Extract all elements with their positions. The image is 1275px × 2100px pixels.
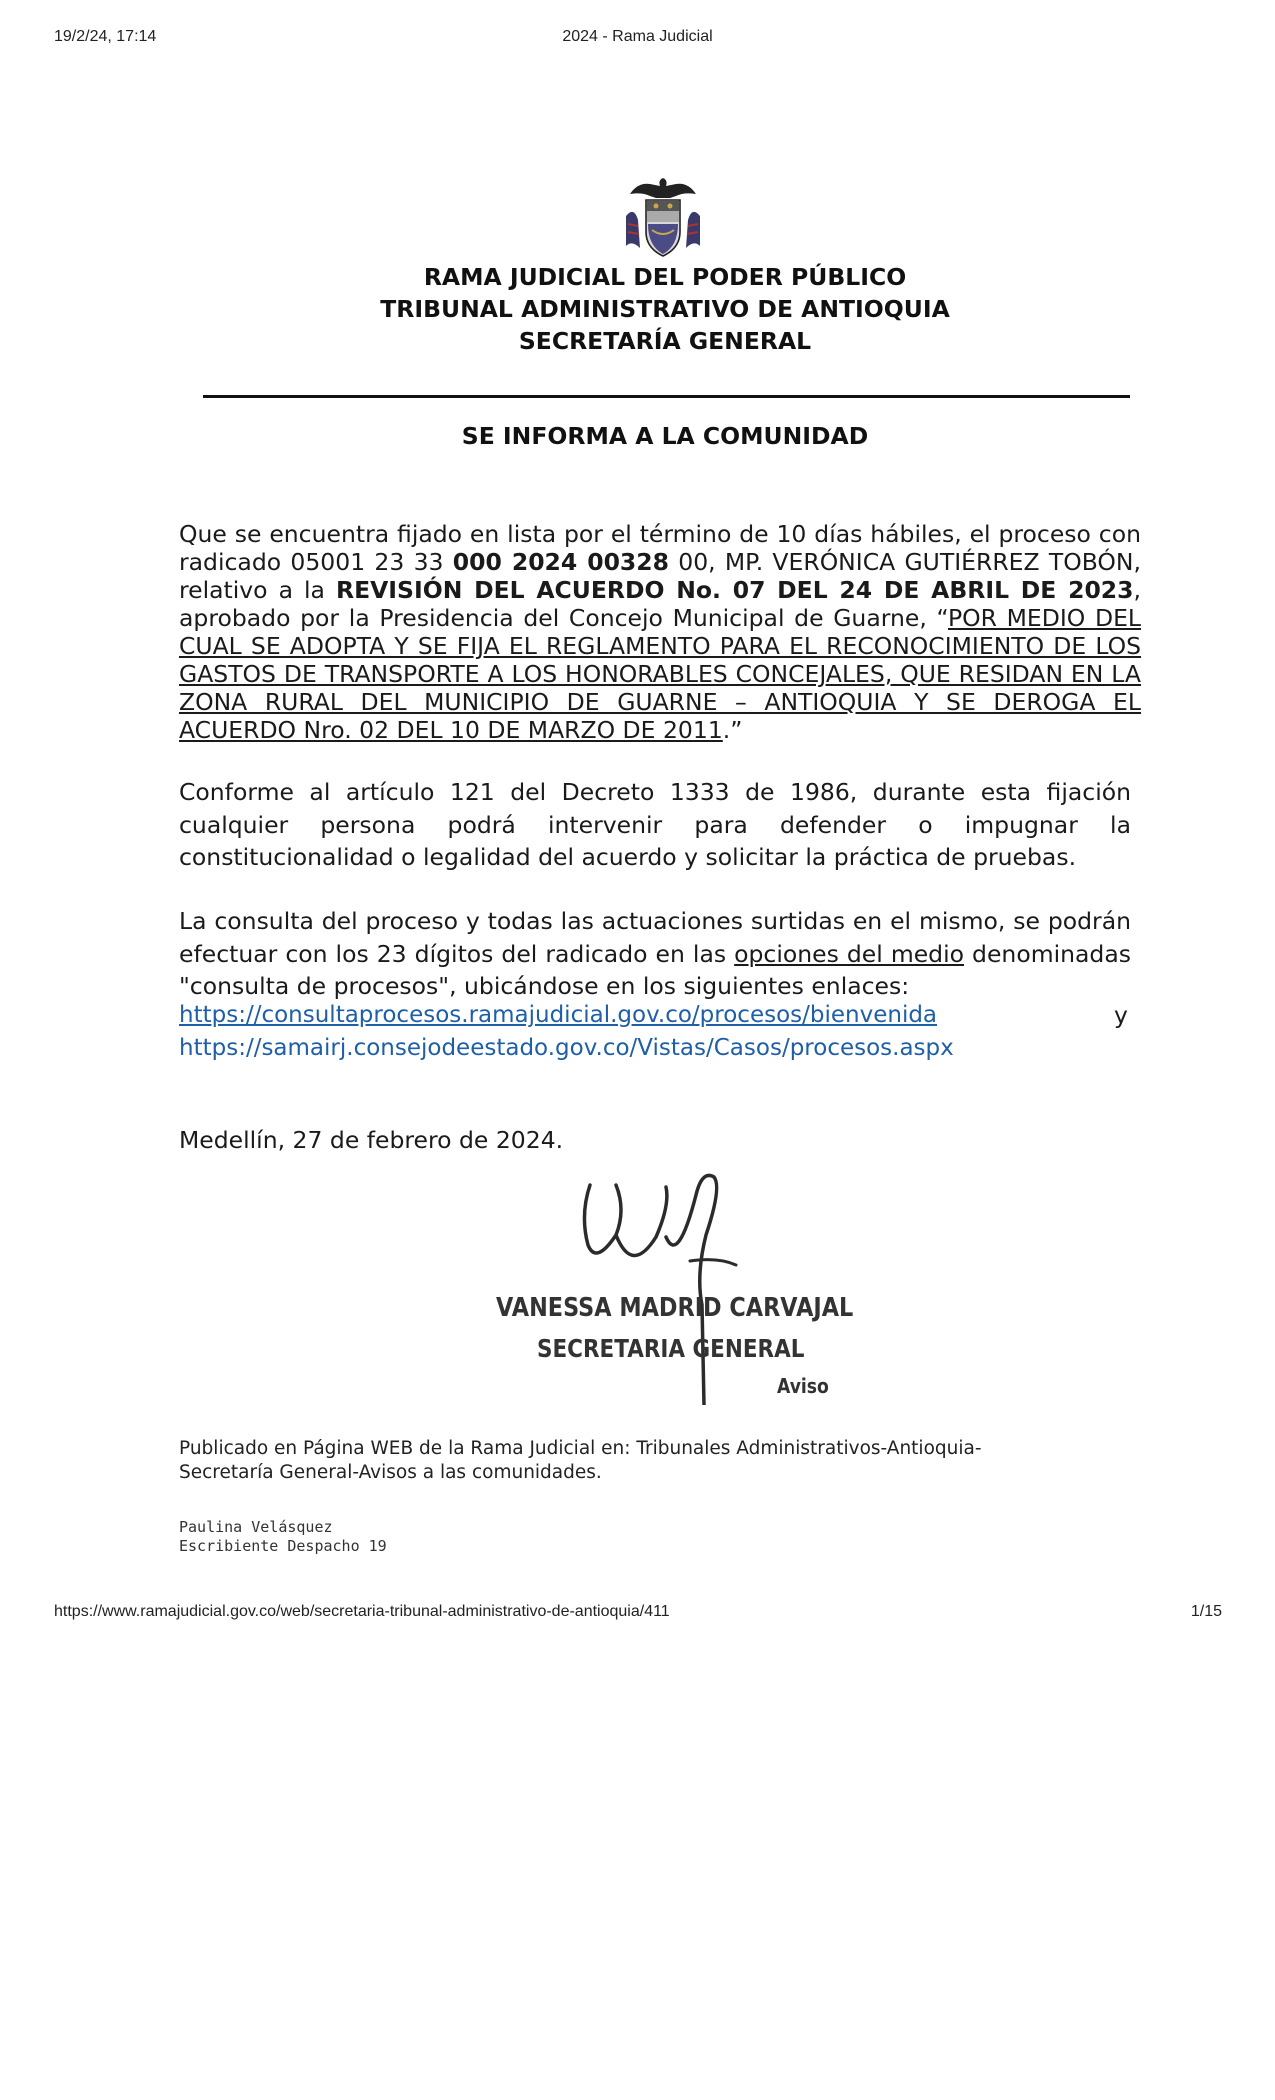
signer-role: SECRETARIA GENERAL bbox=[537, 1334, 805, 1363]
p1-acuerdo-title: POR MEDIO DEL CUAL SE ADOPTA Y SE FIJA EL REGLAMENTO PARA EL RECONOCIMIENTO DE LOS GASTOS DE TRANSPORTE A LOS HONORABLES CONCEJALES, QUE RESIDAN EN LA ZONA RURAL DEL MUNICIPIO DE GUARNE – ANTIOQUIA Y SE DEROGA EL ACUERDO Nro. 02 DEL 10 DE MARZO DE 2011 bbox=[179, 604, 1142, 744]
notice-paragraph-1 bbox=[179, 520, 1141, 744]
notice-paragraph-3 bbox=[179, 905, 1131, 1003]
p3-text-2: denominadas "consulta de procesos", ubicándose en los siguientes enlaces: bbox=[179, 939, 1131, 1000]
p3-text-1: La consulta del proceso y todas las actuaciones surtidas en el mismo, se podrán efectuar con los 23 dígitos del radicado en las bbox=[179, 907, 1131, 968]
p3-options-link-text: opciones del medio bbox=[734, 939, 965, 968]
p1-text-2: 00, MP. VERÓNICA GUTIÉRREZ TOBÓN, relativo a la bbox=[179, 548, 1141, 604]
print-datetime: 19/2/24, 17:14 bbox=[54, 28, 157, 45]
print-page-number: 1/15 bbox=[1190, 1603, 1222, 1620]
samai-link[interactable]: https://samairj.consejodeestado.gov.co/Vistas/Casos/procesos.aspx bbox=[179, 1035, 954, 1061]
clerk-name: Paulina Velásquez bbox=[179, 1518, 333, 1536]
date-line: Medellín, 27 de febrero de 2024. bbox=[179, 1126, 564, 1154]
notice-paragraph-2: Conforme al artículo 121 del Decreto 1333 de 1986, durante esta fijación cualquier persona podrá intervenir para defender o impugnar la constitucionalidad o legalidad del acuerdo y solicitar la práctica de pruebas. bbox=[179, 778, 1131, 871]
p1-acuerdo: REVISIÓN DEL ACUERDO No. 07 DEL 24 DE ABRIL DE 2023 bbox=[335, 576, 1134, 604]
p1-text-4: .” bbox=[722, 716, 743, 744]
p1-text-3: , aprobado por la Presidencia del Concejo Municipal de Guarne, “ bbox=[179, 576, 1141, 632]
p1-radicado: 000 2024 00328 bbox=[452, 548, 669, 576]
heading-line-3: SECRETARÍA GENERAL bbox=[518, 327, 812, 355]
signature-mark bbox=[578, 1165, 748, 1405]
p1-text-1: Que se encuentra fijado en lista por el término de 10 días hábiles, el proceso con radicado 05001 23 33 bbox=[179, 520, 1141, 576]
heading-line-1: RAMA JUDICIAL DEL PODER PÚBLICO bbox=[423, 263, 907, 291]
heading-divider bbox=[203, 395, 1130, 398]
print-footer-url: https://www.ramajudicial.gov.co/web/secretaria-tribunal-administrativo-de-antioquia/411 bbox=[54, 1603, 670, 1620]
aviso-tag: Aviso bbox=[777, 1374, 829, 1398]
signer-name: VANESSA MADRID CARVAJAL bbox=[496, 1293, 854, 1323]
clerk-role: Escribiente Despacho 19 bbox=[179, 1537, 387, 1555]
consulta-procesos-link[interactable]: https://consultaprocesos.ramajudicial.gov.co/procesos/bienvenida bbox=[179, 1002, 938, 1028]
coat-of-arms-icon bbox=[620, 176, 706, 260]
heading-line-2: TRIBUNAL ADMINISTRATIVO DE ANTIOQUIA bbox=[380, 295, 950, 323]
print-title: 2024 - Rama Judicial bbox=[562, 28, 713, 45]
subheading: SE INFORMA A LA COMUNIDAD bbox=[461, 422, 869, 450]
publication-note: Publicado en Página WEB de la Rama Judicial en: Tribunales Administrativos-Antioquia-Secretaría General-Avisos a las comunidades. bbox=[179, 1438, 982, 1483]
and-connector: y bbox=[1114, 1001, 1128, 1029]
